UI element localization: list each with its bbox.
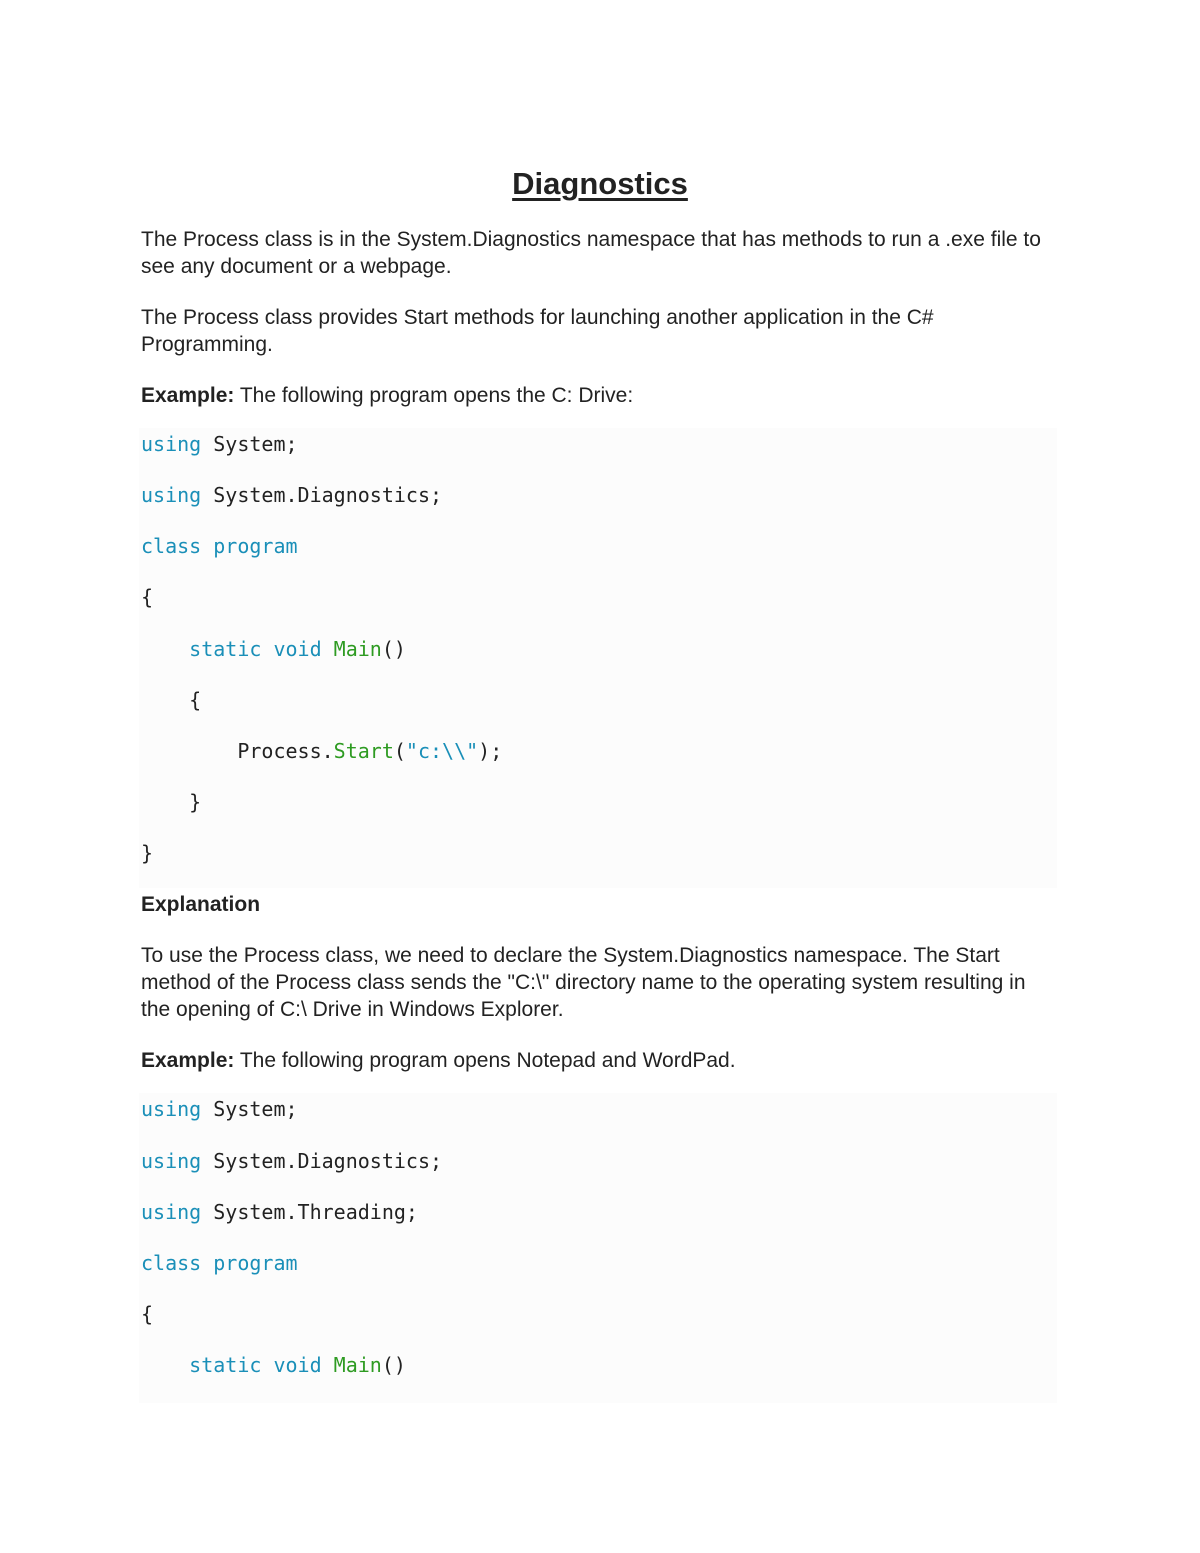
code-text: () [381,1353,406,1377]
example-1-intro [141,382,1056,409]
code-text: ); [478,739,503,763]
code-keyword: static void [189,637,322,661]
code-keyword: using [141,1097,202,1121]
code-block-1 [139,428,1057,888]
example-1-text: The following program opens the C: Drive: [234,384,634,407]
code-text: System.Threading; [201,1200,418,1224]
code-line: } [141,841,154,865]
code-line: { [141,688,202,712]
code-keyword: using [141,483,202,507]
code-keyword: class [141,1251,202,1275]
code-function: Main [321,637,382,661]
code-object: Process. [141,739,334,763]
code-text: System.Diagnostics; [201,1149,443,1173]
code-keyword: class [141,534,202,558]
code-line [141,1249,298,1277]
code-string: "c:\\" [405,739,479,763]
code-line [141,481,442,509]
code-line [141,737,502,765]
code-text: () [381,637,406,661]
code-class-name: program [201,534,298,558]
explanation-heading: Explanation [141,893,261,916]
explanation-paragraph: To use the Process class, we need to declare the System.Diagnostics namespace. The Start method of the Process class sends the "C:\" directory name to the operating system resulting in the opening of C:\ Drive in Windows Explorer. [141,944,1026,1021]
code-text: System.Diagnostics; [201,483,443,507]
code-line [141,1095,298,1123]
code-function: Main [321,1353,382,1377]
code-line [141,1198,418,1226]
code-line [141,1147,442,1175]
code-line [141,430,298,458]
intro-paragraph-2: The Process class provides Start methods for launching another application in the C# Programming. [141,306,934,356]
example-2-intro [141,1047,1056,1074]
example-2-label: Example: [141,1049,235,1072]
code-keyword: using [141,1200,202,1224]
example-1-label: Example: [141,384,235,407]
code-indent [141,1353,189,1377]
code-keyword: using [141,432,202,456]
code-line: } [141,790,202,814]
code-keyword: using [141,1149,202,1173]
page-title: Diagnostics [512,166,688,201]
example-2-text: The following program opens Notepad and WordPad. [234,1049,736,1072]
code-indent [141,637,189,661]
intro-paragraph-1: The Process class is in the System.Diagnostics namespace that has methods to run a .exe file to see any document or a webpage. [141,228,1041,278]
code-text: System; [201,1097,298,1121]
code-line [141,532,298,560]
code-block-2 [139,1093,1057,1403]
code-line: { [141,585,154,609]
code-text: ( [393,739,406,763]
code-keyword: static void [189,1353,322,1377]
code-line [141,1351,406,1379]
code-line: { [141,1302,154,1326]
code-class-name: program [201,1251,298,1275]
code-line [141,635,406,663]
code-text: System; [201,432,298,456]
code-function: Start [333,739,394,763]
